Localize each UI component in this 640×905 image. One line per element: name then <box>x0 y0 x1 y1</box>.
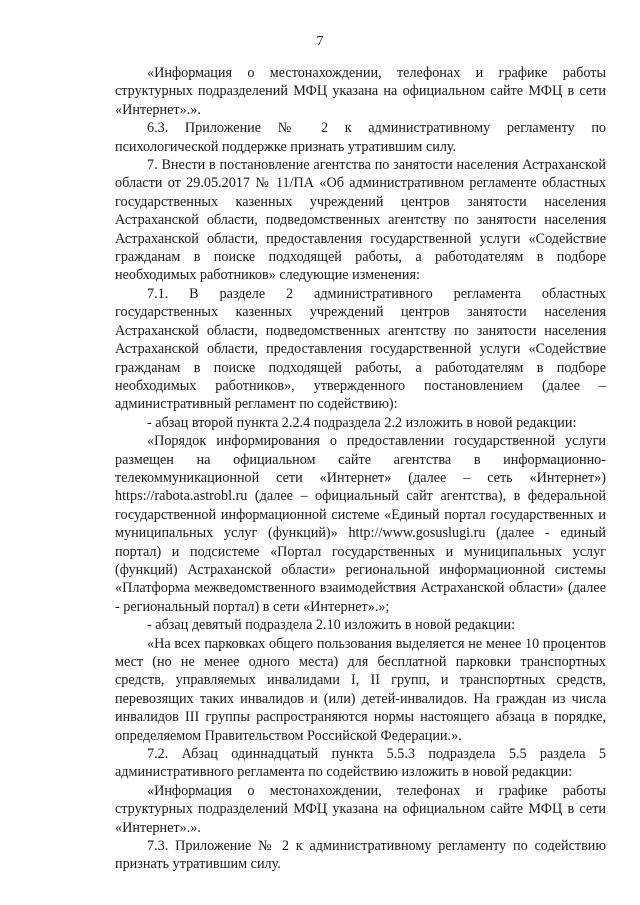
paragraph-6-3: 6.3. Приложение № 2 к административному регламенту по психологической поддержке признать утратившим силу. <box>115 120 606 155</box>
paragraph-7: 7. Внести в постановление агентства по занятости населения Астраханской области от 29.05.2017 № 11/ПА «Об административном регламенте областных государственных казенных учреждений центров занятости населения Астраханской области, подведомственных агентству по занятости населения Астраханской области, предоставления государственной услуги «Содействие гражданам в поиске подходящей работы, а работодателям в подборе необходимых работников» следующие изменения: <box>115 157 606 284</box>
paragraph-mfc-info-2: «Информация о местонахождении, телефонах и графике работы структурных подразделений МФЦ указана на официальном сайте МФЦ в сети «Интернет».». <box>115 782 606 836</box>
paragraph-2-2-4-intro: - абзац второй пункта 2.2.4 подраздела 2.2 изложить в новой редакции: <box>147 414 577 431</box>
paragraph-7-1: 7.1. В разделе 2 административного регламента областных государственных казенных учреждений центров занятости населения Астраханской области, подведомственных агентству по занятости населения Астраханской области, предоставления государственной услуги «Содействие гражданам в поиске подходящей работы, а работодателям в подборе необходимых работников», утвержденного постановлением (далее – административный регламент по содействию): <box>115 285 606 413</box>
paragraph-2-10-intro: - абзац девятый подраздела 2.10 изложить в новой редакции: <box>147 617 516 634</box>
document-body <box>115 64 606 874</box>
paragraph-mfc-info-1: «Информация о местонахождении, телефонах и графике работы структурных подразделений МФЦ указана на официальном сайте МФЦ в сети «Интернет».». <box>115 65 606 118</box>
paragraph-parking: «На всех парковках общего пользования выделяется не менее 10 процентов мест (но не менее одного места) для бесплатной парковки транспортных средств, управляемых инвалидами I, II групп, и транспортных средств, перевозящих таких инвалидов и (или) детей-инвалидов. На граждан из числа инвалидов III группы распространяются нормы настоящего абзаца в порядке, определяемом Правительством Российской Федерации.». <box>115 635 606 744</box>
paragraph-informing-order: «Порядок информирования о предоставлении государственной услуги размещен на официальном сайте агентства в информационно-телекоммуникационной сети «Интернет» (далее – сеть «Интернет») https://rabota.astrobl.ru (далее – официальный сайт агентства), в федеральной государственной информационной системе «Единый портал государственных и муниципальных услуг (функций)» http://www.gosuslugi.ru (далее - единый портал) и подсистеме «Портал государственных и муниципальных услуг (функций) Астраханской области» региональной информационной системы «Платформа межведомственного взаимодействия Астраханской области» (далее - региональный портал) в сети «Интернет».»; <box>115 433 606 615</box>
paragraph-7-2: 7.2. Абзац одиннадцатый пункта 5.5.3 подраздела 5.5 раздела 5 административного регламента по содействию изложить в новой редакции: <box>115 746 606 781</box>
page-number: 7 <box>316 34 324 49</box>
paragraph-7-3: 7.3. Приложение № 2 к административному регламенту по содействию признать утратившим силу. <box>115 838 606 873</box>
